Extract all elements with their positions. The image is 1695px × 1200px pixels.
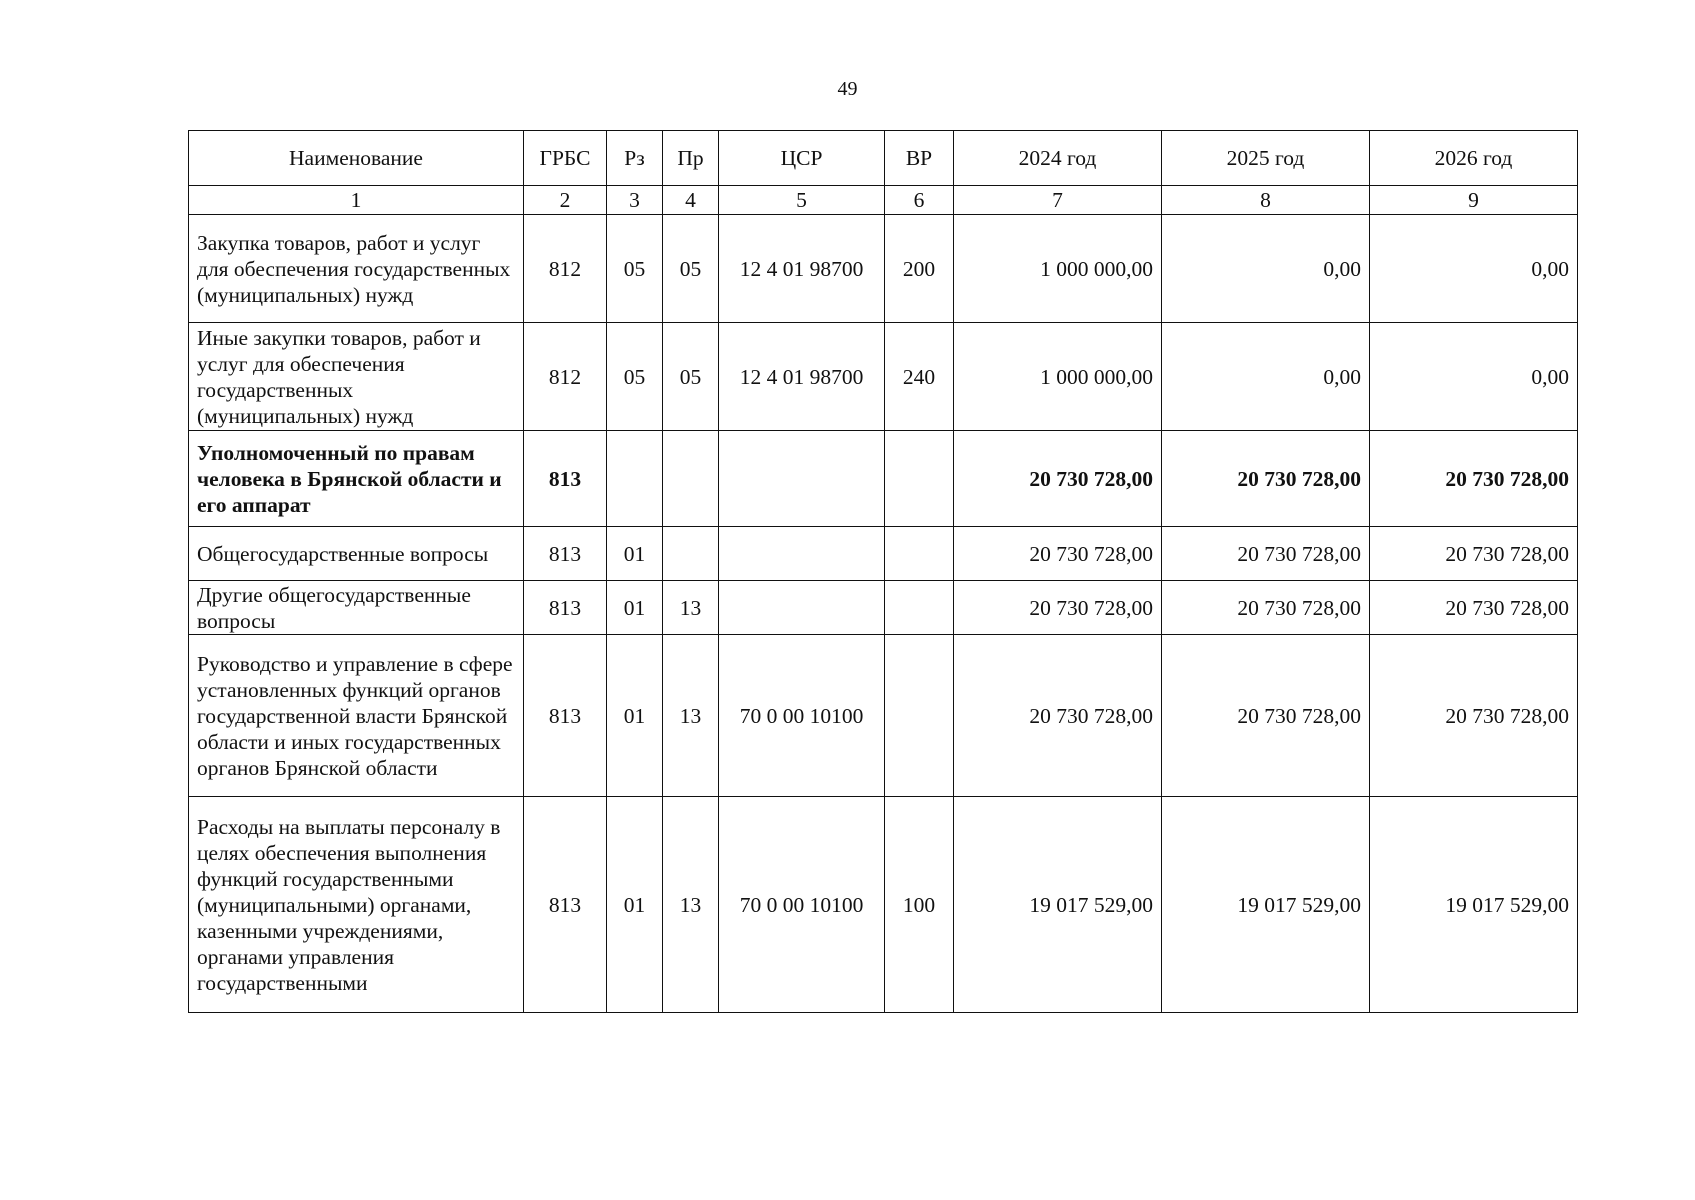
row-vr [885, 635, 954, 797]
header-grbs: ГРБС [524, 131, 607, 186]
row-vr [885, 581, 954, 635]
row-name: Закупка товаров, работ и услуг для обеспечения государственных (муниципальных) нужд [189, 215, 524, 323]
row-rz: 01 [607, 797, 663, 1013]
row-name: Общегосударственные вопросы [189, 527, 524, 581]
row-amount-2024: 20 730 728,00 [954, 527, 1162, 581]
row-amount-2025: 0,00 [1162, 323, 1370, 431]
column-number: 5 [719, 186, 885, 215]
row-name: Расходы на выплаты персоналу в целях обеспечения выполнения функций государственными (муниципальными) органами, казенными учреждениями, органами управления государственными [189, 797, 524, 1013]
row-name: Уполномоченный по правам человека в Брянской области и его аппарат [189, 431, 524, 527]
row-amount-2025: 0,00 [1162, 215, 1370, 323]
table-row [189, 635, 1578, 797]
row-pr: 05 [663, 323, 719, 431]
table-row [189, 323, 1578, 431]
row-csr: 12 4 01 98700 [719, 215, 885, 323]
row-vr [885, 527, 954, 581]
row-amount-2026: 20 730 728,00 [1370, 635, 1578, 797]
row-csr: 12 4 01 98700 [719, 323, 885, 431]
table-row [189, 797, 1578, 1013]
header-name: Наименование [189, 131, 524, 186]
row-amount-2026: 0,00 [1370, 323, 1578, 431]
header-vr: ВР [885, 131, 954, 186]
table-row [189, 581, 1578, 635]
row-vr [885, 431, 954, 527]
header-pr: Пр [663, 131, 719, 186]
column-number: 7 [954, 186, 1162, 215]
row-grbs: 813 [524, 431, 607, 527]
row-amount-2024: 20 730 728,00 [954, 581, 1162, 635]
table-row [189, 527, 1578, 581]
row-amount-2025: 20 730 728,00 [1162, 581, 1370, 635]
row-amount-2026: 20 730 728,00 [1370, 527, 1578, 581]
row-grbs: 812 [524, 323, 607, 431]
row-amount-2026: 20 730 728,00 [1370, 581, 1578, 635]
column-number: 6 [885, 186, 954, 215]
row-amount-2024: 20 730 728,00 [954, 431, 1162, 527]
column-number: 2 [524, 186, 607, 215]
column-number: 3 [607, 186, 663, 215]
row-amount-2026: 20 730 728,00 [1370, 431, 1578, 527]
row-vr: 240 [885, 323, 954, 431]
row-grbs: 812 [524, 215, 607, 323]
header-rz: Рз [607, 131, 663, 186]
row-rz: 05 [607, 323, 663, 431]
row-csr: 70 0 00 10100 [719, 635, 885, 797]
table-row [189, 215, 1578, 323]
column-number: 1 [189, 186, 524, 215]
row-grbs: 813 [524, 635, 607, 797]
row-amount-2024: 19 017 529,00 [954, 797, 1162, 1013]
row-name: Другие общегосударственные вопросы [189, 581, 524, 635]
row-amount-2025: 19 017 529,00 [1162, 797, 1370, 1013]
row-name: Иные закупки товаров, работ и услуг для обеспечения государственных (муниципальных) нужд [189, 323, 524, 431]
row-grbs: 813 [524, 581, 607, 635]
row-amount-2024: 20 730 728,00 [954, 635, 1162, 797]
budget-table [188, 130, 1578, 1013]
row-amount-2024: 1 000 000,00 [954, 215, 1162, 323]
row-rz [607, 431, 663, 527]
row-pr [663, 431, 719, 527]
row-csr [719, 581, 885, 635]
page-number: 49 [837, 78, 858, 100]
row-vr: 100 [885, 797, 954, 1013]
row-amount-2025: 20 730 728,00 [1162, 527, 1370, 581]
row-pr [663, 527, 719, 581]
row-pr: 13 [663, 581, 719, 635]
column-number: 9 [1370, 186, 1578, 215]
row-vr: 200 [885, 215, 954, 323]
row-amount-2025: 20 730 728,00 [1162, 431, 1370, 527]
table-row-total [189, 431, 1578, 527]
row-rz: 05 [607, 215, 663, 323]
row-grbs: 813 [524, 797, 607, 1013]
row-amount-2025: 20 730 728,00 [1162, 635, 1370, 797]
row-name: Руководство и управление в сфере установленных функций органов государственной власти Брянской области и иных государственных органов Брянской области [189, 635, 524, 797]
row-csr: 70 0 00 10100 [719, 797, 885, 1013]
row-amount-2024: 1 000 000,00 [954, 323, 1162, 431]
row-rz: 01 [607, 527, 663, 581]
column-number: 8 [1162, 186, 1370, 215]
row-amount-2026: 19 017 529,00 [1370, 797, 1578, 1013]
column-number-row [189, 186, 1578, 215]
row-amount-2026: 0,00 [1370, 215, 1578, 323]
header-2024: 2024 год [954, 131, 1162, 186]
row-rz: 01 [607, 581, 663, 635]
row-csr [719, 431, 885, 527]
row-rz: 01 [607, 635, 663, 797]
column-number: 4 [663, 186, 719, 215]
header-csr: ЦСР [719, 131, 885, 186]
row-csr [719, 527, 885, 581]
row-pr: 13 [663, 635, 719, 797]
header-2025: 2025 год [1162, 131, 1370, 186]
header-row [189, 131, 1578, 186]
header-2026: 2026 год [1370, 131, 1578, 186]
row-pr: 05 [663, 215, 719, 323]
row-pr: 13 [663, 797, 719, 1013]
row-grbs: 813 [524, 527, 607, 581]
